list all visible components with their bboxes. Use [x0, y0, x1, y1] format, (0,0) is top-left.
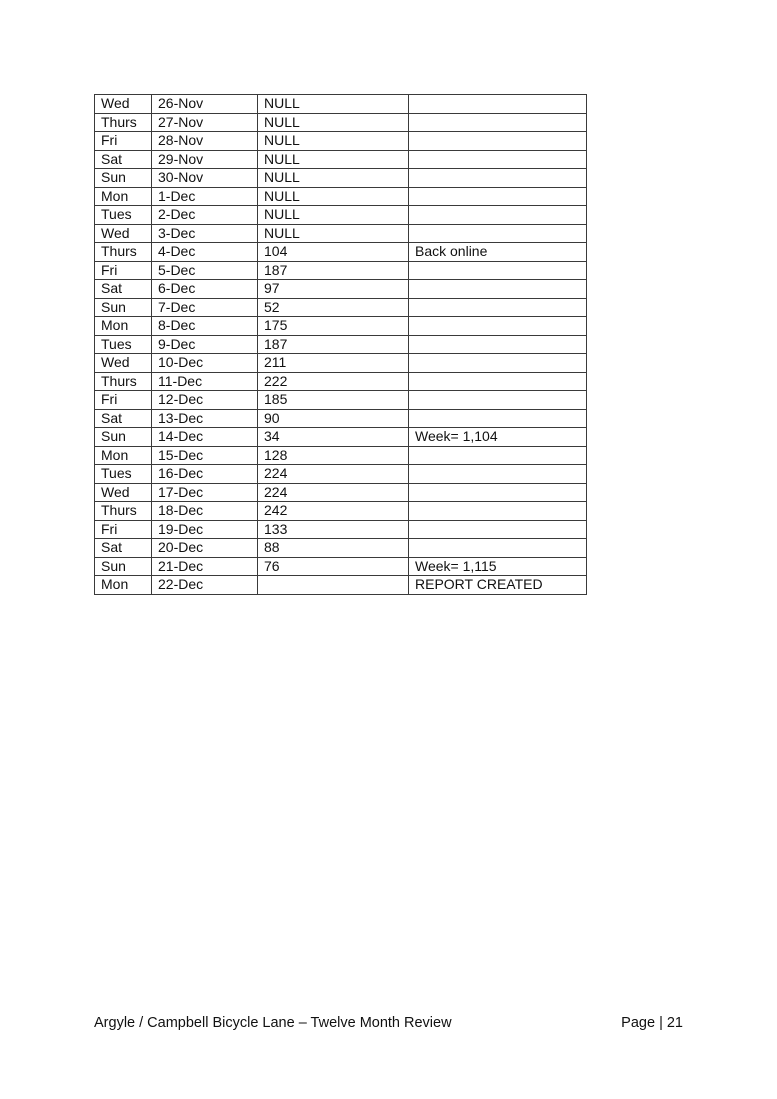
cell-date: 15-Dec — [152, 446, 258, 465]
cell-day: Sat — [95, 280, 152, 299]
cell-day: Sun — [95, 169, 152, 188]
cell-date: 1-Dec — [152, 187, 258, 206]
cell-date: 9-Dec — [152, 335, 258, 354]
cell-note — [409, 317, 587, 336]
cell-count: NULL — [258, 132, 409, 151]
cell-note — [409, 187, 587, 206]
table-row — [95, 169, 587, 188]
cell-day: Mon — [95, 576, 152, 595]
cell-note — [409, 446, 587, 465]
cell-note — [409, 224, 587, 243]
cell-day: Sun — [95, 428, 152, 447]
cell-note — [409, 150, 587, 169]
cell-date: 6-Dec — [152, 280, 258, 299]
cell-date: 3-Dec — [152, 224, 258, 243]
table-row — [95, 132, 587, 151]
cell-day: Fri — [95, 261, 152, 280]
cell-day: Wed — [95, 483, 152, 502]
cell-note — [409, 483, 587, 502]
cell-note — [409, 409, 587, 428]
cell-count: 224 — [258, 483, 409, 502]
cell-note — [409, 465, 587, 484]
table-body — [95, 95, 587, 595]
cell-day: Thurs — [95, 502, 152, 521]
cell-note — [409, 520, 587, 539]
table-row — [95, 391, 587, 410]
cell-count: 242 — [258, 502, 409, 521]
table-row — [95, 502, 587, 521]
cell-day: Tues — [95, 206, 152, 225]
cell-count: NULL — [258, 206, 409, 225]
table-row — [95, 224, 587, 243]
cell-day: Sun — [95, 298, 152, 317]
cell-note — [409, 335, 587, 354]
cell-day: Sat — [95, 409, 152, 428]
cell-date: 28-Nov — [152, 132, 258, 151]
table-row — [95, 113, 587, 132]
cell-day: Sun — [95, 557, 152, 576]
footer-document-title: Argyle / Campbell Bicycle Lane – Twelve Month Review — [94, 1015, 452, 1031]
cell-day: Thurs — [95, 372, 152, 391]
cell-date: 7-Dec — [152, 298, 258, 317]
cell-note — [409, 539, 587, 558]
cell-count: NULL — [258, 169, 409, 188]
table-row — [95, 354, 587, 373]
table-row — [95, 428, 587, 447]
cell-day: Thurs — [95, 243, 152, 262]
cell-day: Tues — [95, 465, 152, 484]
cell-count: 224 — [258, 465, 409, 484]
cell-note — [409, 502, 587, 521]
cell-count: 97 — [258, 280, 409, 299]
cell-date: 20-Dec — [152, 539, 258, 558]
cell-day: Sat — [95, 150, 152, 169]
cell-day: Thurs — [95, 113, 152, 132]
cell-count: NULL — [258, 187, 409, 206]
cell-count: 185 — [258, 391, 409, 410]
cell-note — [409, 280, 587, 299]
cell-count: 76 — [258, 557, 409, 576]
cell-count: 88 — [258, 539, 409, 558]
cell-day: Fri — [95, 132, 152, 151]
cell-note — [409, 391, 587, 410]
cell-count: 222 — [258, 372, 409, 391]
cell-date: 26-Nov — [152, 95, 258, 114]
cell-date: 13-Dec — [152, 409, 258, 428]
cell-date: 16-Dec — [152, 465, 258, 484]
cell-date: 22-Dec — [152, 576, 258, 595]
table-row — [95, 576, 587, 595]
table-row — [95, 335, 587, 354]
cell-count: 34 — [258, 428, 409, 447]
table-row — [95, 187, 587, 206]
cell-count: NULL — [258, 224, 409, 243]
cell-date: 14-Dec — [152, 428, 258, 447]
table-row — [95, 539, 587, 558]
cell-date: 21-Dec — [152, 557, 258, 576]
table-row — [95, 465, 587, 484]
cell-date: 4-Dec — [152, 243, 258, 262]
cell-note — [409, 354, 587, 373]
table-row — [95, 446, 587, 465]
footer-page-number: Page | 21 — [621, 1015, 683, 1031]
cell-day: Wed — [95, 224, 152, 243]
cell-day: Wed — [95, 95, 152, 114]
cell-date: 19-Dec — [152, 520, 258, 539]
cell-count: 133 — [258, 520, 409, 539]
cell-note — [409, 372, 587, 391]
cell-note: Week= 1,115 — [409, 557, 587, 576]
table-row — [95, 317, 587, 336]
cell-note — [409, 298, 587, 317]
table-row — [95, 150, 587, 169]
cell-date: 17-Dec — [152, 483, 258, 502]
table-row — [95, 95, 587, 114]
cell-note: Week= 1,104 — [409, 428, 587, 447]
table-row — [95, 206, 587, 225]
cell-note — [409, 261, 587, 280]
cell-date: 5-Dec — [152, 261, 258, 280]
cell-count: 90 — [258, 409, 409, 428]
cell-day: Wed — [95, 354, 152, 373]
table-row — [95, 557, 587, 576]
cell-note — [409, 169, 587, 188]
cell-date: 10-Dec — [152, 354, 258, 373]
table-row — [95, 261, 587, 280]
table-row — [95, 520, 587, 539]
cell-note — [409, 95, 587, 114]
cell-note — [409, 132, 587, 151]
cell-date: 12-Dec — [152, 391, 258, 410]
cell-count: 128 — [258, 446, 409, 465]
cell-day: Mon — [95, 187, 152, 206]
cell-date: 29-Nov — [152, 150, 258, 169]
table-row — [95, 372, 587, 391]
daily-count-table — [94, 94, 587, 595]
table-row — [95, 298, 587, 317]
cell-count: NULL — [258, 113, 409, 132]
table-row — [95, 409, 587, 428]
cell-count: 211 — [258, 354, 409, 373]
cell-day: Sat — [95, 539, 152, 558]
cell-day: Fri — [95, 520, 152, 539]
table-row — [95, 243, 587, 262]
cell-date: 30-Nov — [152, 169, 258, 188]
cell-date: 2-Dec — [152, 206, 258, 225]
table-row — [95, 483, 587, 502]
cell-day: Tues — [95, 335, 152, 354]
cell-count: NULL — [258, 95, 409, 114]
cell-date: 8-Dec — [152, 317, 258, 336]
cell-date: 11-Dec — [152, 372, 258, 391]
cell-day: Mon — [95, 446, 152, 465]
cell-note — [409, 206, 587, 225]
cell-count: 187 — [258, 335, 409, 354]
cell-count: NULL — [258, 150, 409, 169]
cell-count: 52 — [258, 298, 409, 317]
cell-count: 175 — [258, 317, 409, 336]
cell-note — [409, 113, 587, 132]
cell-count — [258, 576, 409, 595]
cell-count: 187 — [258, 261, 409, 280]
cell-note: REPORT CREATED — [409, 576, 587, 595]
cell-day: Fri — [95, 391, 152, 410]
cell-date: 27-Nov — [152, 113, 258, 132]
table-row — [95, 280, 587, 299]
cell-note: Back online — [409, 243, 587, 262]
cell-date: 18-Dec — [152, 502, 258, 521]
cell-day: Mon — [95, 317, 152, 336]
cell-count: 104 — [258, 243, 409, 262]
